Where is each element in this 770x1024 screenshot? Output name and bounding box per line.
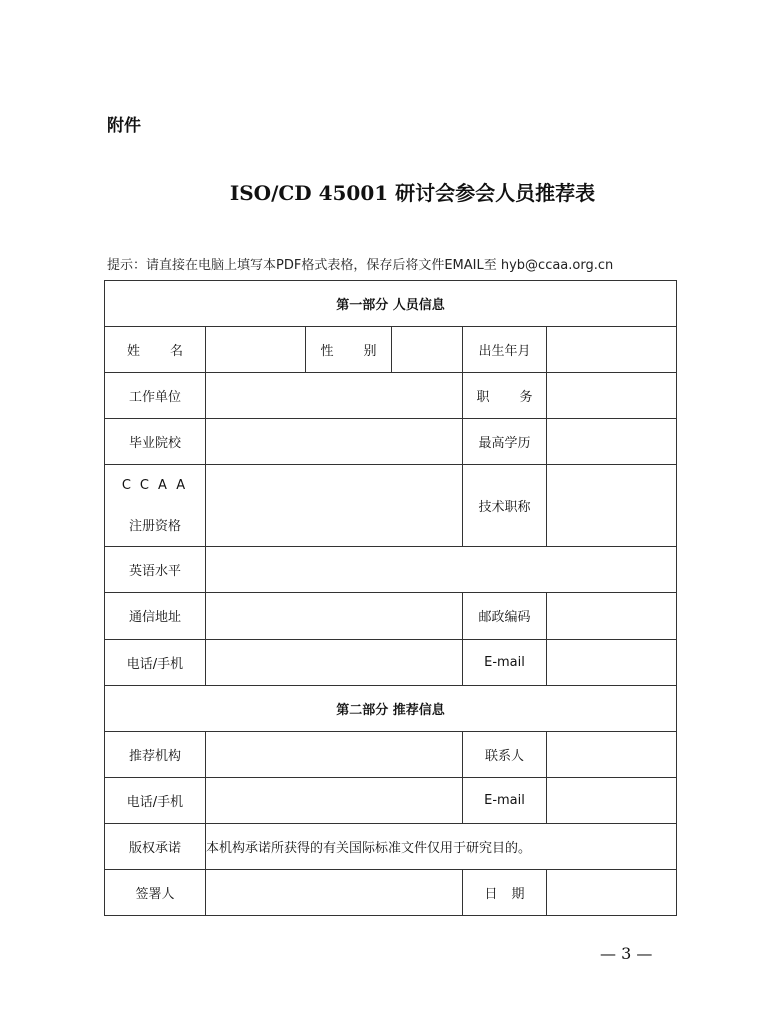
section-recommendation-info: 第二部分 推荐信息 xyxy=(105,685,677,731)
copyright-label: 版权承诺 xyxy=(105,823,206,869)
recommendation-form xyxy=(104,280,677,916)
postcode-label: 邮政编码 xyxy=(463,593,547,639)
degree-label: 最高学历 xyxy=(463,419,547,465)
signer-field[interactable] xyxy=(206,869,463,915)
org-label: 推荐机构 xyxy=(105,731,206,777)
org-email-field[interactable] xyxy=(547,777,677,823)
name-label: 姓 名 xyxy=(105,327,206,373)
attachment-heading: 附件 xyxy=(107,116,141,136)
postcode-field[interactable] xyxy=(547,593,677,639)
name-field[interactable] xyxy=(206,327,306,373)
form-title: ISO/CD 45001 研讨会参会人员推荐表 xyxy=(229,181,596,205)
birth-field[interactable] xyxy=(547,327,677,373)
position-label: 职 务 xyxy=(463,373,547,419)
address-field[interactable] xyxy=(206,593,463,639)
email-label: E-mail xyxy=(463,639,547,685)
degree-field[interactable] xyxy=(547,419,677,465)
ccaa-label: CCAA 注册资格 xyxy=(105,465,206,547)
contact-field[interactable] xyxy=(547,731,677,777)
position-field[interactable] xyxy=(547,373,677,419)
gender-label: 性 别 xyxy=(306,327,392,373)
date-label: 日 期 xyxy=(463,869,547,915)
english-field[interactable] xyxy=(206,547,677,593)
school-field[interactable] xyxy=(206,419,463,465)
email-field[interactable] xyxy=(547,639,677,685)
signer-label: 签署人 xyxy=(105,869,206,915)
section-personal-info: 第一部分 人员信息 xyxy=(105,281,677,327)
org-phone-label: 电话/手机 xyxy=(105,777,206,823)
address-label: 通信地址 xyxy=(105,593,206,639)
phone-label: 电话/手机 xyxy=(105,639,206,685)
phone-field[interactable] xyxy=(206,639,463,685)
date-field[interactable] xyxy=(547,869,677,915)
ccaa-field[interactable] xyxy=(206,465,463,547)
org-phone-field[interactable] xyxy=(206,777,463,823)
employer-field[interactable] xyxy=(206,373,463,419)
copyright-statement: 本机构承诺所获得的有关国际标准文件仅用于研究目的。 xyxy=(206,823,677,869)
school-label: 毕业院校 xyxy=(105,419,206,465)
org-field[interactable] xyxy=(206,731,463,777)
title-label: 技术职称 xyxy=(463,465,547,547)
employer-label: 工作单位 xyxy=(105,373,206,419)
org-email-label: E-mail xyxy=(463,777,547,823)
english-label: 英语水平 xyxy=(105,547,206,593)
birth-label: 出生年月 xyxy=(463,327,547,373)
title-field[interactable] xyxy=(547,465,677,547)
instruction-hint: 提示：请直接在电脑上填写本PDF格式表格，保存后将文件EMAIL至 hyb@ccaa.org.cn xyxy=(107,258,614,273)
page-number: — 3 — xyxy=(600,944,653,963)
contact-label: 联系人 xyxy=(463,731,547,777)
gender-field[interactable] xyxy=(392,327,463,373)
